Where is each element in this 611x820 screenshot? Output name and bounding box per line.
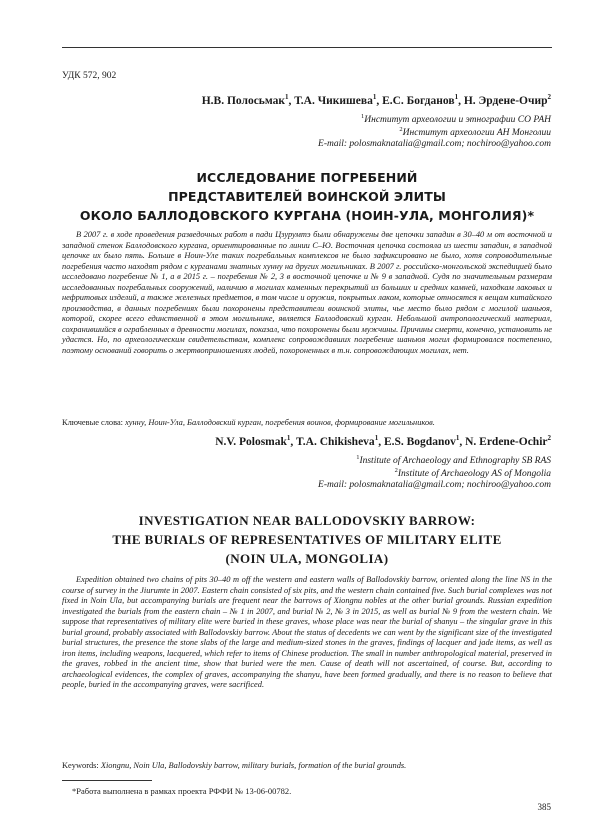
author: Н. Эрдене-Очир (463, 94, 548, 107)
author: E.S. Bogdanov (383, 435, 456, 448)
footnote: *Работа выполнена в рамках проекта РФФИ № 13-06-00782. (72, 786, 292, 796)
author-sep: , (376, 94, 383, 107)
author-sep: , (290, 435, 296, 448)
keywords-ru (62, 418, 552, 429)
author-sep: , (378, 435, 384, 448)
author-sup: 2 (547, 93, 551, 101)
udk-code: УДК 572, 902 (62, 71, 117, 81)
author: N.V. Polosmak (215, 435, 287, 448)
author: Т.А. Чикишева (294, 94, 373, 107)
author-sup: 1 (372, 93, 377, 101)
author-sup: 1 (285, 93, 289, 101)
title-ru-line-1: ИССЛЕДОВАНИЕ ПОГРЕБЕНИЙ (196, 170, 418, 185)
top-rule (62, 47, 552, 48)
affiliation-en-1 (356, 454, 551, 466)
aff-sup: 1 (356, 454, 360, 461)
author-sup: 2 (547, 434, 551, 442)
aff-sup: 2 (394, 467, 398, 474)
author-sup: 1 (374, 434, 379, 442)
aff-sup: 1 (361, 113, 365, 120)
author-sup: 1 (454, 93, 459, 101)
title-en-line-3: (NOIN ULA, MONGOLIA) (225, 551, 389, 566)
abstract-en: Expedition obtained two chains of pits 30–40 m off the western and eastern walls of Ballodovskiy barrow, oriented along the line NS in the course of survey in the Jiurumte in 2007. Eastern chain consisted of six pits, and the western chain contained five. Such burial complexes was not fixed in Noin Ula, but accompanying burials are frequent near the barrows of Xiongnu nobles at the other burial grounds. Russian expedition investigated the burials from the eastern chain – № 1 in 2007, and burial № 2, № 3 in 2015, as well as burial № 9 from the western chain. We suppose that representatives of military elite were buried in these graves, whose place was near the burial of shanyu – the singular grave in this burial ground, probably associated with Ballodovskiy barrow. About the status of decedents we can went by the significant size of the investigated burial structures, the presence the stone slabs of the large and medium-sized stones in the graves, findings of lacquer and jade items, as well as iron items, including weapons, lacquered, which refer to items of Chinese production. The small in number anthropological material, preserved in the graves, robbed in the ancient time, show that buried were the men. Cause of death will not ascertained, of course. But, according to archaeological evidences, the complex of graves, accompanying the shanyu, have been formed gradually, and there is no reason to believe that people, buried in the accompanying graves, were sacrificed. (62, 575, 552, 689)
aff-sup: 2 (399, 126, 403, 133)
author-sep: , (288, 94, 295, 107)
affiliation-en-2 (395, 467, 551, 479)
affiliation-ru-2 (399, 126, 551, 138)
title-ru-line-3: ОКОЛО БАЛЛОДОВСКОГО КУРГАНА (НОИН-УЛА, МОНГОЛИЯ)* (79, 208, 535, 223)
abstract-ru: В 2007 г. в ходе проведения разведочных работ в пади Цзурумтэ были обнаружены две цепочки западин в 30–40 м от восточной и западной стенок Баллодовского кургана, ориентированные по линии С–Ю. Восточная цепочка состояла из шести западин, в западной цепочке их было пять. Больше в Ноин-Уле таких погребальных комплексов не было зафиксировано не было, хотя сопроводительные погребения часто находят рядом с курганами знатных хунну на других могильниках. В 2007 г. российско-монгольской экспедицией было исследовано погребение № 1, а в 2015 г. – погребения № 2, 3 в восточной цепочке и № 9 в западной. Судя по значительным размерам исследованных погребальных сооружений, наличию в могилах каменных перекрытий из больших и средних камней, находкам лаковых и нефритовых изделий, а также железных предметов, в том числе и оружия, покрытых лаком, которые относятся к вещам китайского производства, в данных погребениях были похоронены представители воинской элиты, чье место было рядом с могилой шаньюя, которой, скорее всего единственной в этом могильнике, является Баллодовский курган. Небольшой антропологический материал, сохранившийся в ограбленных в древности могилах, показал, что похоронены были мужчины. Причины смерти, конечно, установить не удастся. Но, по археологическим свидетельствам, комплекс сопровождавших погребение шаньюя могил формировался постепенно, поэтому оснований говорить о жертвоприношениях людей, похороненных в т.н. сопровождающих могилах, нет. (62, 230, 552, 355)
author: Н.В. Полосьмак (201, 94, 286, 107)
author-sep: , (458, 94, 464, 107)
footnote-rule (62, 780, 152, 781)
email-ru: E-mail: polosmaknatalia@gmail.com; nochiroo@yahoo.com (318, 139, 551, 149)
title-ru-line-2: ПРЕДСТАВИТЕЛЕЙ ВОИНСКОЙ ЭЛИТЫ (168, 189, 446, 204)
affiliation-ru-1 (361, 113, 551, 125)
keywords-value: Xiongnu, Noin Ula, Ballodovskiy barrow, military burials, formation of the burial grounds. (100, 761, 407, 770)
aff-text: Институт археологии АН Монголии (402, 128, 551, 139)
page-number: 385 (537, 802, 551, 812)
title-en-line-2: THE BURIALS OF REPRESENTATIVES OF MILITARY ELITE (112, 532, 502, 547)
aff-text: Institute of Archaeology AS of Mongolia (397, 469, 551, 480)
author-sup: 1 (455, 434, 460, 442)
aff-text: Institute of Archaeology and Ethnography SB RAS (359, 456, 551, 467)
keywords-value: хунну, Ноин-Ула, Баллодовский курган, погребения воинов, формирование могильников. (125, 418, 435, 427)
author-sup: 1 (286, 434, 291, 442)
keywords-label: Ключевые слова: (62, 418, 123, 427)
title-en-line-1: INVESTIGATION NEAR BALLODOVSKIY BARROW: (138, 513, 476, 528)
authors-en (215, 434, 551, 448)
authors-ru (202, 93, 551, 107)
author: N. Erdene-Ochir (465, 435, 548, 448)
author: T.A. Chikisheva (295, 435, 375, 448)
keywords-label: Keywords: (62, 761, 99, 770)
author-sep: , (459, 435, 466, 448)
author: Е.С. Богданов (382, 94, 455, 107)
email-en: E-mail: polosmaknatalia@gmail.com; nochiroo@yahoo.com (318, 480, 551, 490)
aff-text: Институт археологии и этнографии СО РАН (364, 115, 551, 126)
keywords-en (62, 761, 552, 772)
